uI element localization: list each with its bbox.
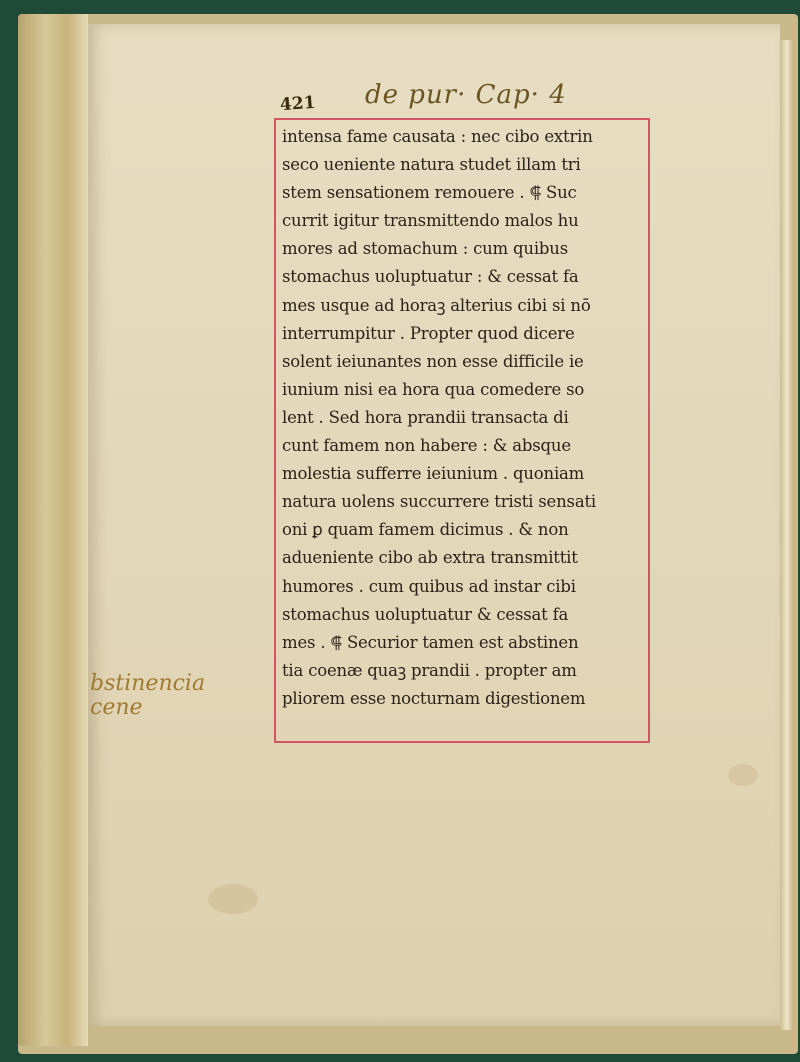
text-line: interrumpitur . Propter quod dicere [282,323,575,343]
text-block [282,123,648,713]
text-line: stem sensationem remouere . ⸿ Suc [282,183,577,203]
text-line: intensa fame causata : nec cibo extrin [282,127,593,146]
folio-number: 421 [279,92,317,116]
text-line: currit igitur transmittendo malos hu [282,211,579,231]
margin-note-line: bstinencia [90,671,206,696]
text-line: seco ueniente natura studet illam tri [282,155,581,175]
text-line: solent ieiunantes non esse difficile ie [282,351,584,371]
page-stain [208,884,258,914]
handwritten-header-note: de pur· Cap· 4 [365,80,567,110]
marginal-annotation [90,672,205,720]
text-line: mes usque ad horaꝫ alterius cibi si nō [282,295,591,315]
text-line: cunt famem non habere : & absque [282,436,571,456]
book-spine [18,14,88,1046]
text-line: iunium nisi ea hora qua comedere so [282,379,585,399]
text-line: oni ꝑ quam famem dicimus . & non [282,520,569,540]
text-line: molestia sufferre ieiunium . quoniam [282,464,585,484]
text-line: mores ad stomachum : cum quibus [282,239,568,259]
text-line: adueniente cibo ab extra transmittit [282,548,578,568]
text-line: stomachus uoluptuatur & cessat fa [282,604,569,624]
text-line: stomachus uoluptuatur : & cessat fa [282,267,579,287]
text-line: natura uolens succurrere tristi sensati [282,492,596,512]
margin-note-line: cene [90,695,143,720]
text-line: tia coenæ quaꝫ prandii . propter am [282,660,577,680]
text-line: pliorem esse nocturnam digestionem [282,688,586,708]
page-edges [780,40,794,1030]
page-stain [728,764,758,786]
text-line: humores . cum quibus ad instar cibi [282,576,576,596]
text-line: mes . ⸿ Securior tamen est abstinen [282,632,579,652]
text-line: lent . Sed hora prandii transacta di [282,407,569,427]
